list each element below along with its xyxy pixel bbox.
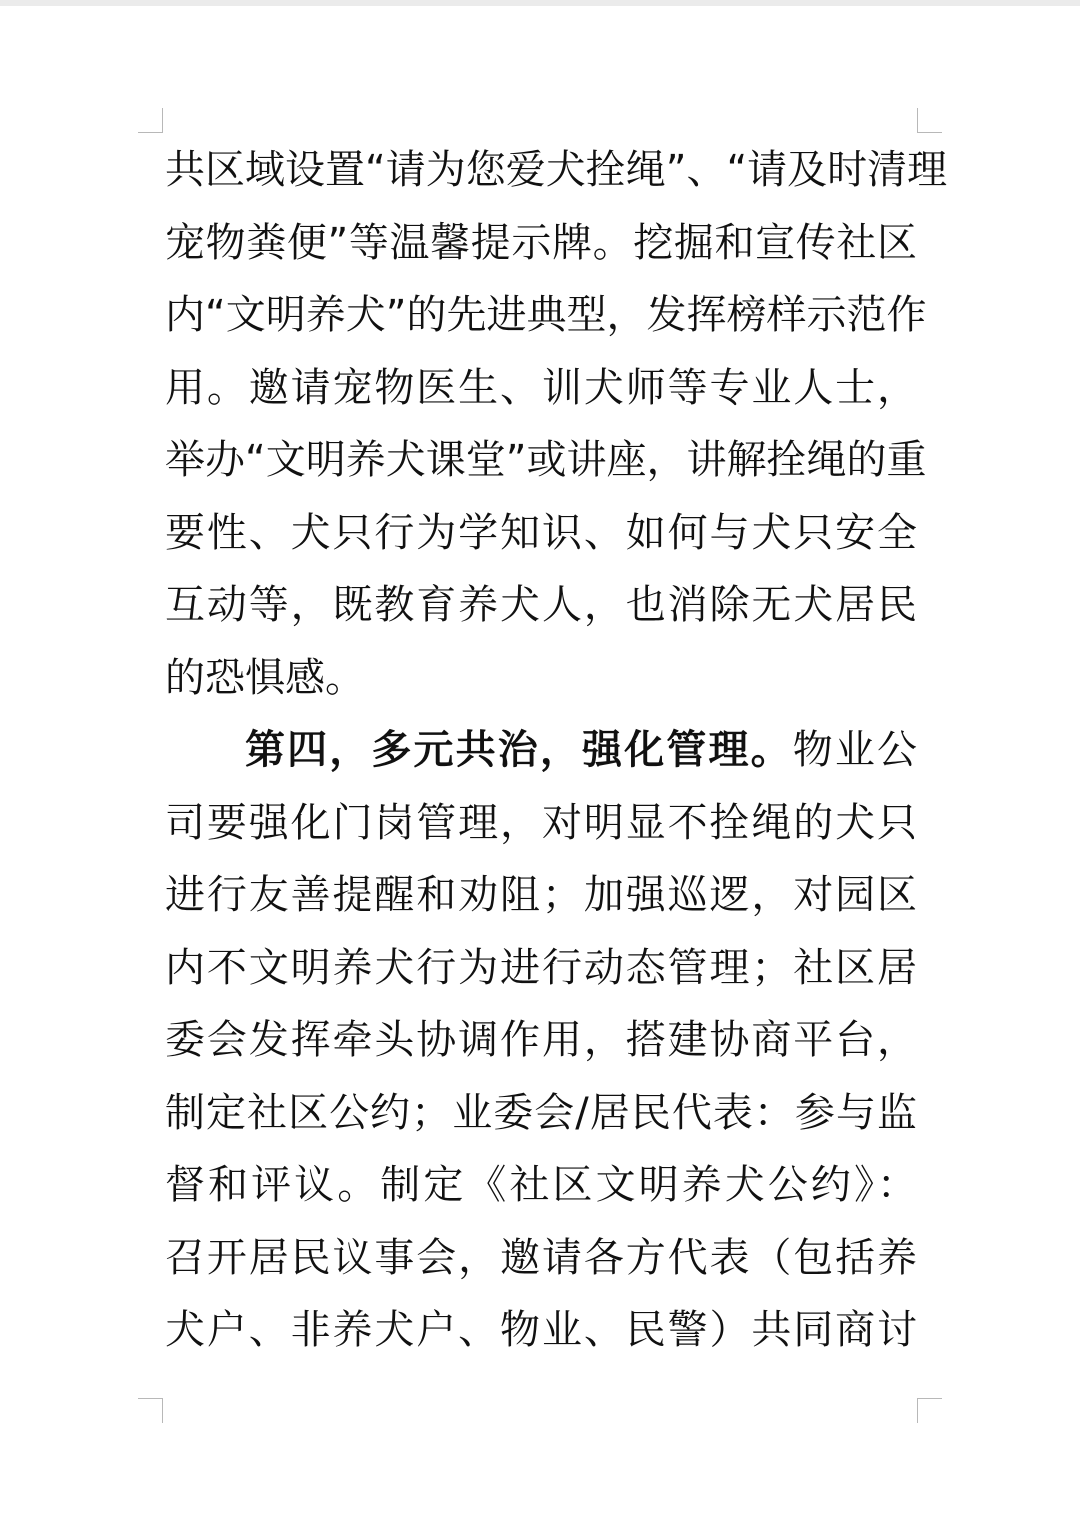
text-line: 的恐惧感。	[165, 654, 365, 701]
margin-corner-bottom-left	[138, 1398, 163, 1423]
paragraph-2	[165, 714, 925, 1367]
text-line: 召开居民议事会，邀请各方代表（包括养	[165, 1234, 917, 1281]
text-line: 要性、犬只行为学知识、如何与犬只安全	[165, 509, 917, 556]
paragraph-1	[165, 134, 948, 714]
margin-corner-top-left	[138, 108, 163, 133]
text-run: 物业公	[792, 727, 918, 773]
paragraph-first-line	[165, 714, 917, 787]
text-line: 宠物粪便”等温馨提示牌。挖掘和宣传社区	[165, 219, 917, 266]
margin-corner-top-right	[917, 108, 942, 133]
text-line: 犬户、非养犬户、物业、民警）共同商讨	[165, 1307, 917, 1353]
text-line: 内“文明养犬”的先进典型，发挥榜样示范作	[165, 292, 927, 338]
text-line: 司要强化门岗管理，对明显不拴绳的犬只	[165, 799, 917, 846]
text-line: 制定社区公约；业委会/居民代表：参与监	[165, 1089, 917, 1136]
text-line: 用。邀请宠物医生、训犬师等专业人士，	[165, 364, 917, 411]
document-body	[165, 134, 948, 1367]
text-line: 委会发挥牵头协调作用，搭建协商平台，	[165, 1017, 917, 1063]
section-heading: 第四，多元共治，强化管理。	[245, 727, 793, 773]
document-page	[0, 6, 1080, 1520]
margin-corner-bottom-right	[917, 1398, 942, 1423]
text-line: 进行友善提醒和劝阻；加强巡逻，对园区	[165, 872, 917, 918]
text-line: 内不文明养犬行为进行动态管理；社区居	[165, 944, 917, 991]
text-line: 督和评议。制定《社区文明养犬公约》：	[165, 1162, 917, 1208]
text-line: 共区域设置“请为您爱犬拴绳”、“请及时清理	[165, 147, 948, 193]
text-line: 互动等，既教育养犬人，也消除无犬居民	[165, 582, 917, 628]
text-line: 举办“文明养犬课堂”或讲座，讲解拴绳的重	[165, 437, 927, 483]
